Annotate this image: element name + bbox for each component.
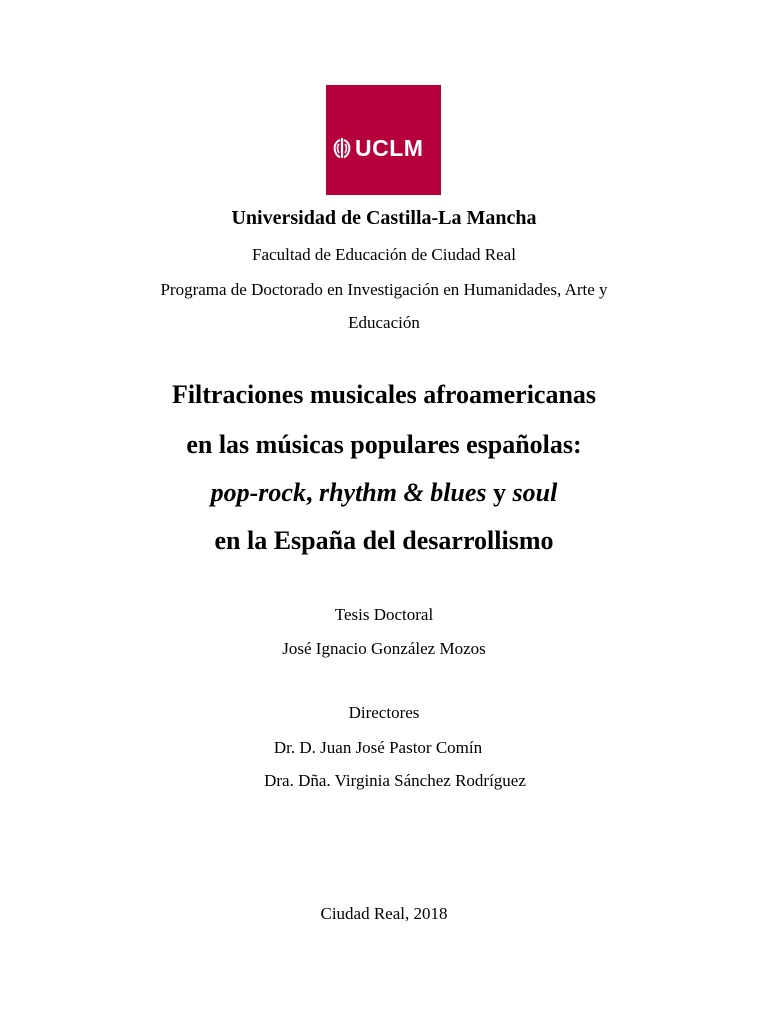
logo-text: UCLM [355, 134, 424, 161]
thesis-title-line3 [0, 478, 768, 508]
thesis-title-line1: Filtraciones musicales afroamericanas [171, 380, 597, 409]
title-separator-2: y [486, 478, 513, 507]
program-name-line2: Educación [348, 313, 420, 332]
director-1: Dr. D. Juan José Pastor Comín [273, 738, 483, 757]
genre-pop-rock: pop-rock [210, 478, 306, 507]
title-separator-1: , [305, 478, 319, 507]
uclm-logo [326, 85, 441, 195]
genre-rhythm-blues: rhythm & blues [318, 478, 487, 507]
thesis-author: José Ignacio González Mozos [282, 639, 486, 658]
faculty-name: Facultad de Educación de Ciudad Real [252, 245, 516, 264]
thesis-type: Tesis Doctoral [334, 605, 434, 624]
program-name-line1: Programa de Doctorado en Investigación en Humanidades, Arte y [160, 280, 608, 299]
uclm-emblem-icon [332, 137, 352, 159]
director-2: Dra. Dña. Virginia Sánchez Rodríguez [264, 771, 526, 790]
place-and-date: Ciudad Real, 2018 [320, 904, 448, 923]
genre-soul: soul [512, 478, 558, 507]
university-name: Universidad de Castilla-La Mancha [231, 207, 537, 229]
directors-label: Directores [348, 703, 420, 722]
thesis-title-line2: en las músicas populares españolas: [186, 430, 582, 459]
logo-mark [332, 135, 442, 161]
thesis-title-line4: en la España del desarrollismo [214, 526, 554, 555]
